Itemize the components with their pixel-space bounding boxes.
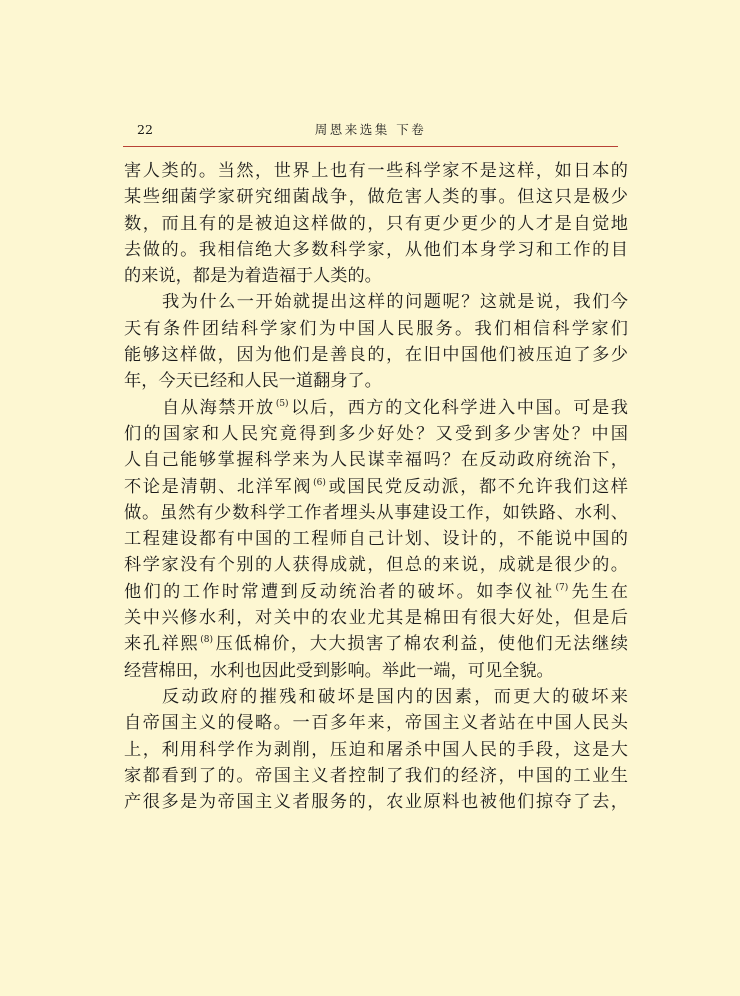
text-segment: 以后，西方的文化科学进入中国。可是我 bbox=[289, 397, 628, 418]
text-line: 某些细菌学家研究细菌战争，做危害人类的事。但这只是极少 bbox=[124, 187, 628, 208]
page-number: 22 bbox=[137, 122, 153, 137]
text-segment: 先生在 bbox=[569, 581, 628, 602]
text-segment: 压低棉价，大大损害了棉农利益，使他们无法继续 bbox=[214, 634, 628, 655]
text-line: 关中兴修水利，对关中的农业尤其是棉田有很大好处，但是后 bbox=[124, 608, 628, 629]
text-line: 上，利用科学作为剥削，压迫和屠杀中国人民的手段，这是大 bbox=[124, 739, 628, 760]
text-line bbox=[124, 474, 628, 500]
text-line: 年，今天已经和人民一道翻身了。 bbox=[124, 371, 382, 392]
footnote-marker: (5) bbox=[275, 398, 289, 409]
text-line bbox=[124, 395, 628, 421]
body-text bbox=[124, 158, 628, 815]
footnote-marker: (6) bbox=[313, 477, 326, 488]
book-title: 周恩来选集 下卷 bbox=[314, 122, 427, 137]
text-line: 去做的。我相信绝大多数科学家，从他们本身学习和工作的目 bbox=[124, 239, 628, 260]
text-line: 家都看到了的。帝国主义者控制了我们的经济，中国的工业生 bbox=[124, 765, 628, 786]
text-line: 经营棉田，水利也因此受到影响。举此一端，可见全貌。 bbox=[124, 660, 554, 681]
running-head bbox=[123, 121, 618, 147]
footnote-marker: (8) bbox=[200, 635, 214, 646]
text-segment: 不论是清朝、北洋军阀 bbox=[124, 476, 313, 497]
text-line: 的来说，都是为着造福于人类的。 bbox=[124, 266, 382, 287]
text-segment: 或国民党反动派，都不允许我们这样 bbox=[326, 476, 628, 497]
text-line: 工程建设都有中国的工程师自己计划、设计的，不能说中国的 bbox=[124, 529, 628, 550]
header-rule bbox=[123, 146, 618, 147]
text-line: 们的国家和人民究竟得到多少好处？又受到多少害处？中国 bbox=[124, 423, 628, 444]
text-line: 反动政府的摧残和破坏是国内的因素，而更大的破坏来 bbox=[162, 686, 628, 707]
text-line: 能够这样做，因为他们是善良的，在旧中国他们被压迫了多少 bbox=[124, 345, 628, 366]
text-line: 天有条件团结科学家们为中国人民服务。我们相信科学家们 bbox=[124, 318, 628, 339]
text-line bbox=[124, 579, 628, 605]
text-line: 人自己能够掌握科学来为人民谋幸福吗？在反动政府统治下， bbox=[124, 450, 628, 471]
footnote-marker: (7) bbox=[555, 582, 569, 593]
text-line: 做。虽然有少数科学工作者埋头从事建设工作，如铁路、水利、 bbox=[124, 502, 628, 523]
text-line bbox=[124, 631, 628, 657]
text-line: 害人类的。当然，世界上也有一些科学家不是这样，如日本的 bbox=[124, 161, 628, 181]
text-line: 自帝国主义的侵略。一百多年来，帝国主义者站在中国人民头 bbox=[124, 713, 628, 734]
text-segment: 自从海禁开放 bbox=[162, 397, 275, 418]
text-segment: 来孔祥熙 bbox=[124, 634, 200, 655]
text-line: 科学家没有个别的人获得成就，但总的来说，成就是很少的。 bbox=[124, 555, 628, 576]
text-line: 我为什么一开始就提出这样的问题呢？这就是说，我们今 bbox=[162, 292, 628, 313]
text-segment: 他们的工作时常遭到反动统治者的破坏。如李仪祉 bbox=[124, 581, 555, 602]
text-line: 数，而且有的是被迫这样做的，只有更少更少的人才是自觉地 bbox=[124, 213, 628, 234]
text-line: 产很多是为帝国主义者服务的，农业原料也被他们掠夺了去， bbox=[124, 792, 628, 813]
